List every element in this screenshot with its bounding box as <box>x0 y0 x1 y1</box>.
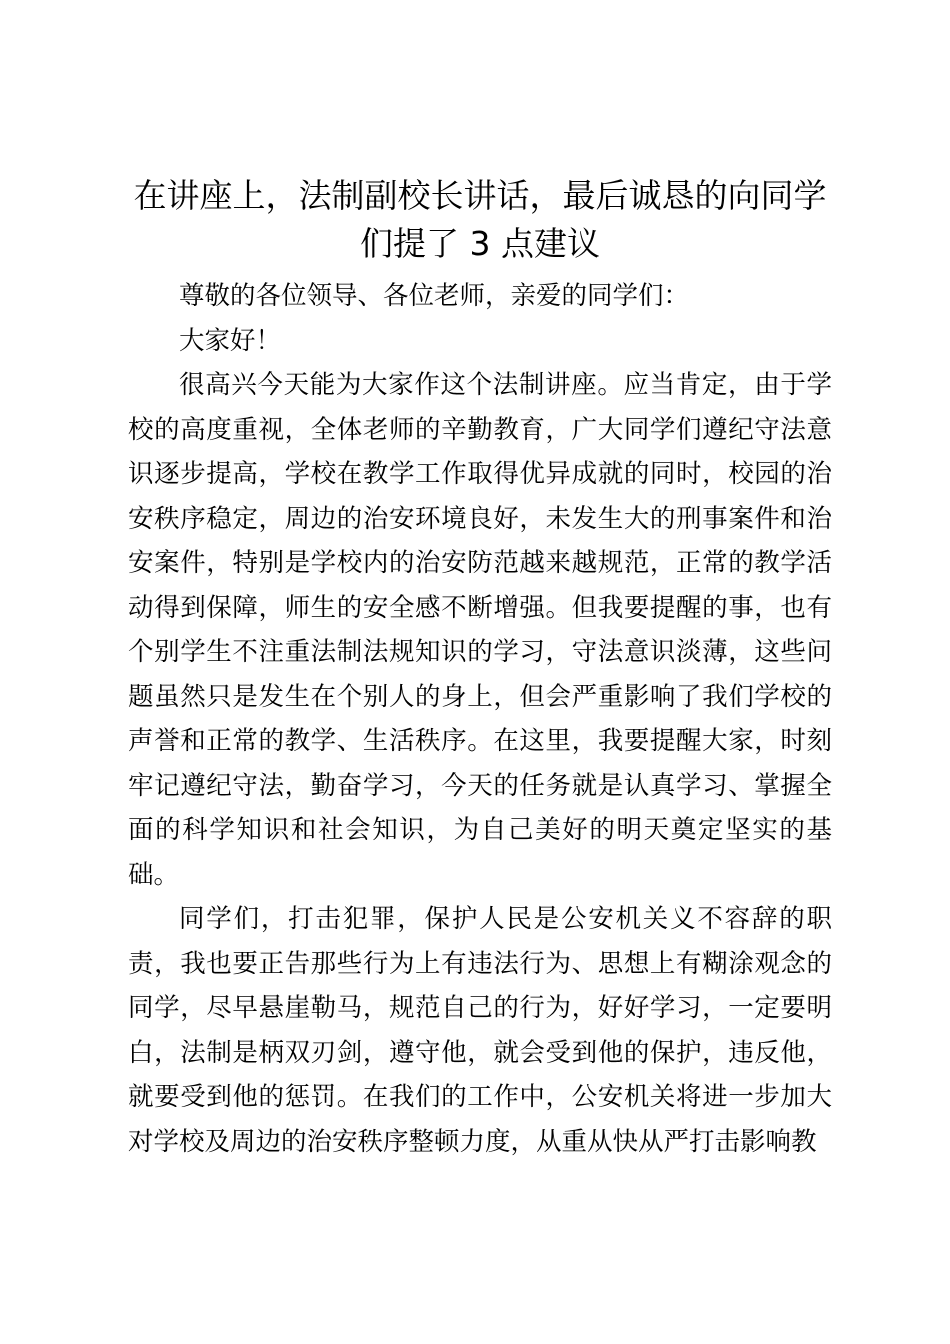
body-paragraph: 很高兴今天能为大家作这个法制讲座。应当肯定，由于学校的高度重视，全体老师的辛勤教育，广大同学们遵纪守法意识逐步提高，学校在教学工作取得优异成就的同时，校园的治安秩序稳定，周边的治安环境良好，未发生大的刑事案件和治安案件，特别是学校内的治安防范越来越规范，正常的教学活动得到保障，师生的安全感不断增强。但我要提醒的事，也有个别学生不注重法制法规知识的学习，守法意识淡薄，这些问题虽然只是发生在个别人的身上，但会严重影响了我们学校的声誉和正常的教学、生活秩序。在这里，我要提醒大家，时刻牢记遵纪守法，勤奋学习，今天的任务就是认真学习、掌握全面的科学知识和社会知识，为自己美好的明天奠定坚实的基础。 <box>128 370 832 890</box>
document-title: 在讲座上，法制副校长讲话，最后诚恳的向同学们提了 3 点建议 <box>133 176 827 263</box>
salutation: 尊敬的各位领导、各位老师，亲爱的同学们： <box>179 281 690 311</box>
greeting: 大家好！ <box>179 325 282 356</box>
document-body <box>128 172 832 1164</box>
body-paragraph: 同学们，打击犯罪，保护人民是公安机关义不容辞的职责，我也要正告那些行为上有违法行为、思想上有糊涂观念的同学，尽早悬崖勒马，规范自己的行为，好好学习，一定要明白，法制是柄双刃剑，遵守他，就会受到他的保护，违反他，就要受到他的惩罚。在我们的工作中，公安机关将进一步加大对学校及周边的治安秩序整顿力度，从重从快从严打击影响教 <box>128 904 832 1157</box>
